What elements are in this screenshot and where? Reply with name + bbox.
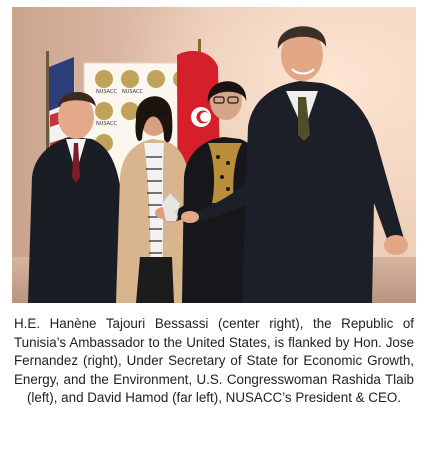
banner-logo-text: NUSACC (96, 89, 117, 95)
banner-logo-text: NUSACC (122, 89, 143, 95)
banner-logo-text: NUSACC (96, 121, 117, 127)
event-photo-illustration (12, 7, 416, 303)
photo-caption: H.E. Hanène Tajouri Bessassi (center right), the Republic of Tunisia’s Ambassador to the United States, is flanked by Hon. Jose Fernandez (right), Under Secretary of State for Economic Growth, Energy, and the Environment, U.S. Congresswoman Rashida Tlaib (left), and David Hamod (far left), NUSACC’s President & CEO. (14, 316, 414, 406)
event-photo (12, 7, 416, 303)
